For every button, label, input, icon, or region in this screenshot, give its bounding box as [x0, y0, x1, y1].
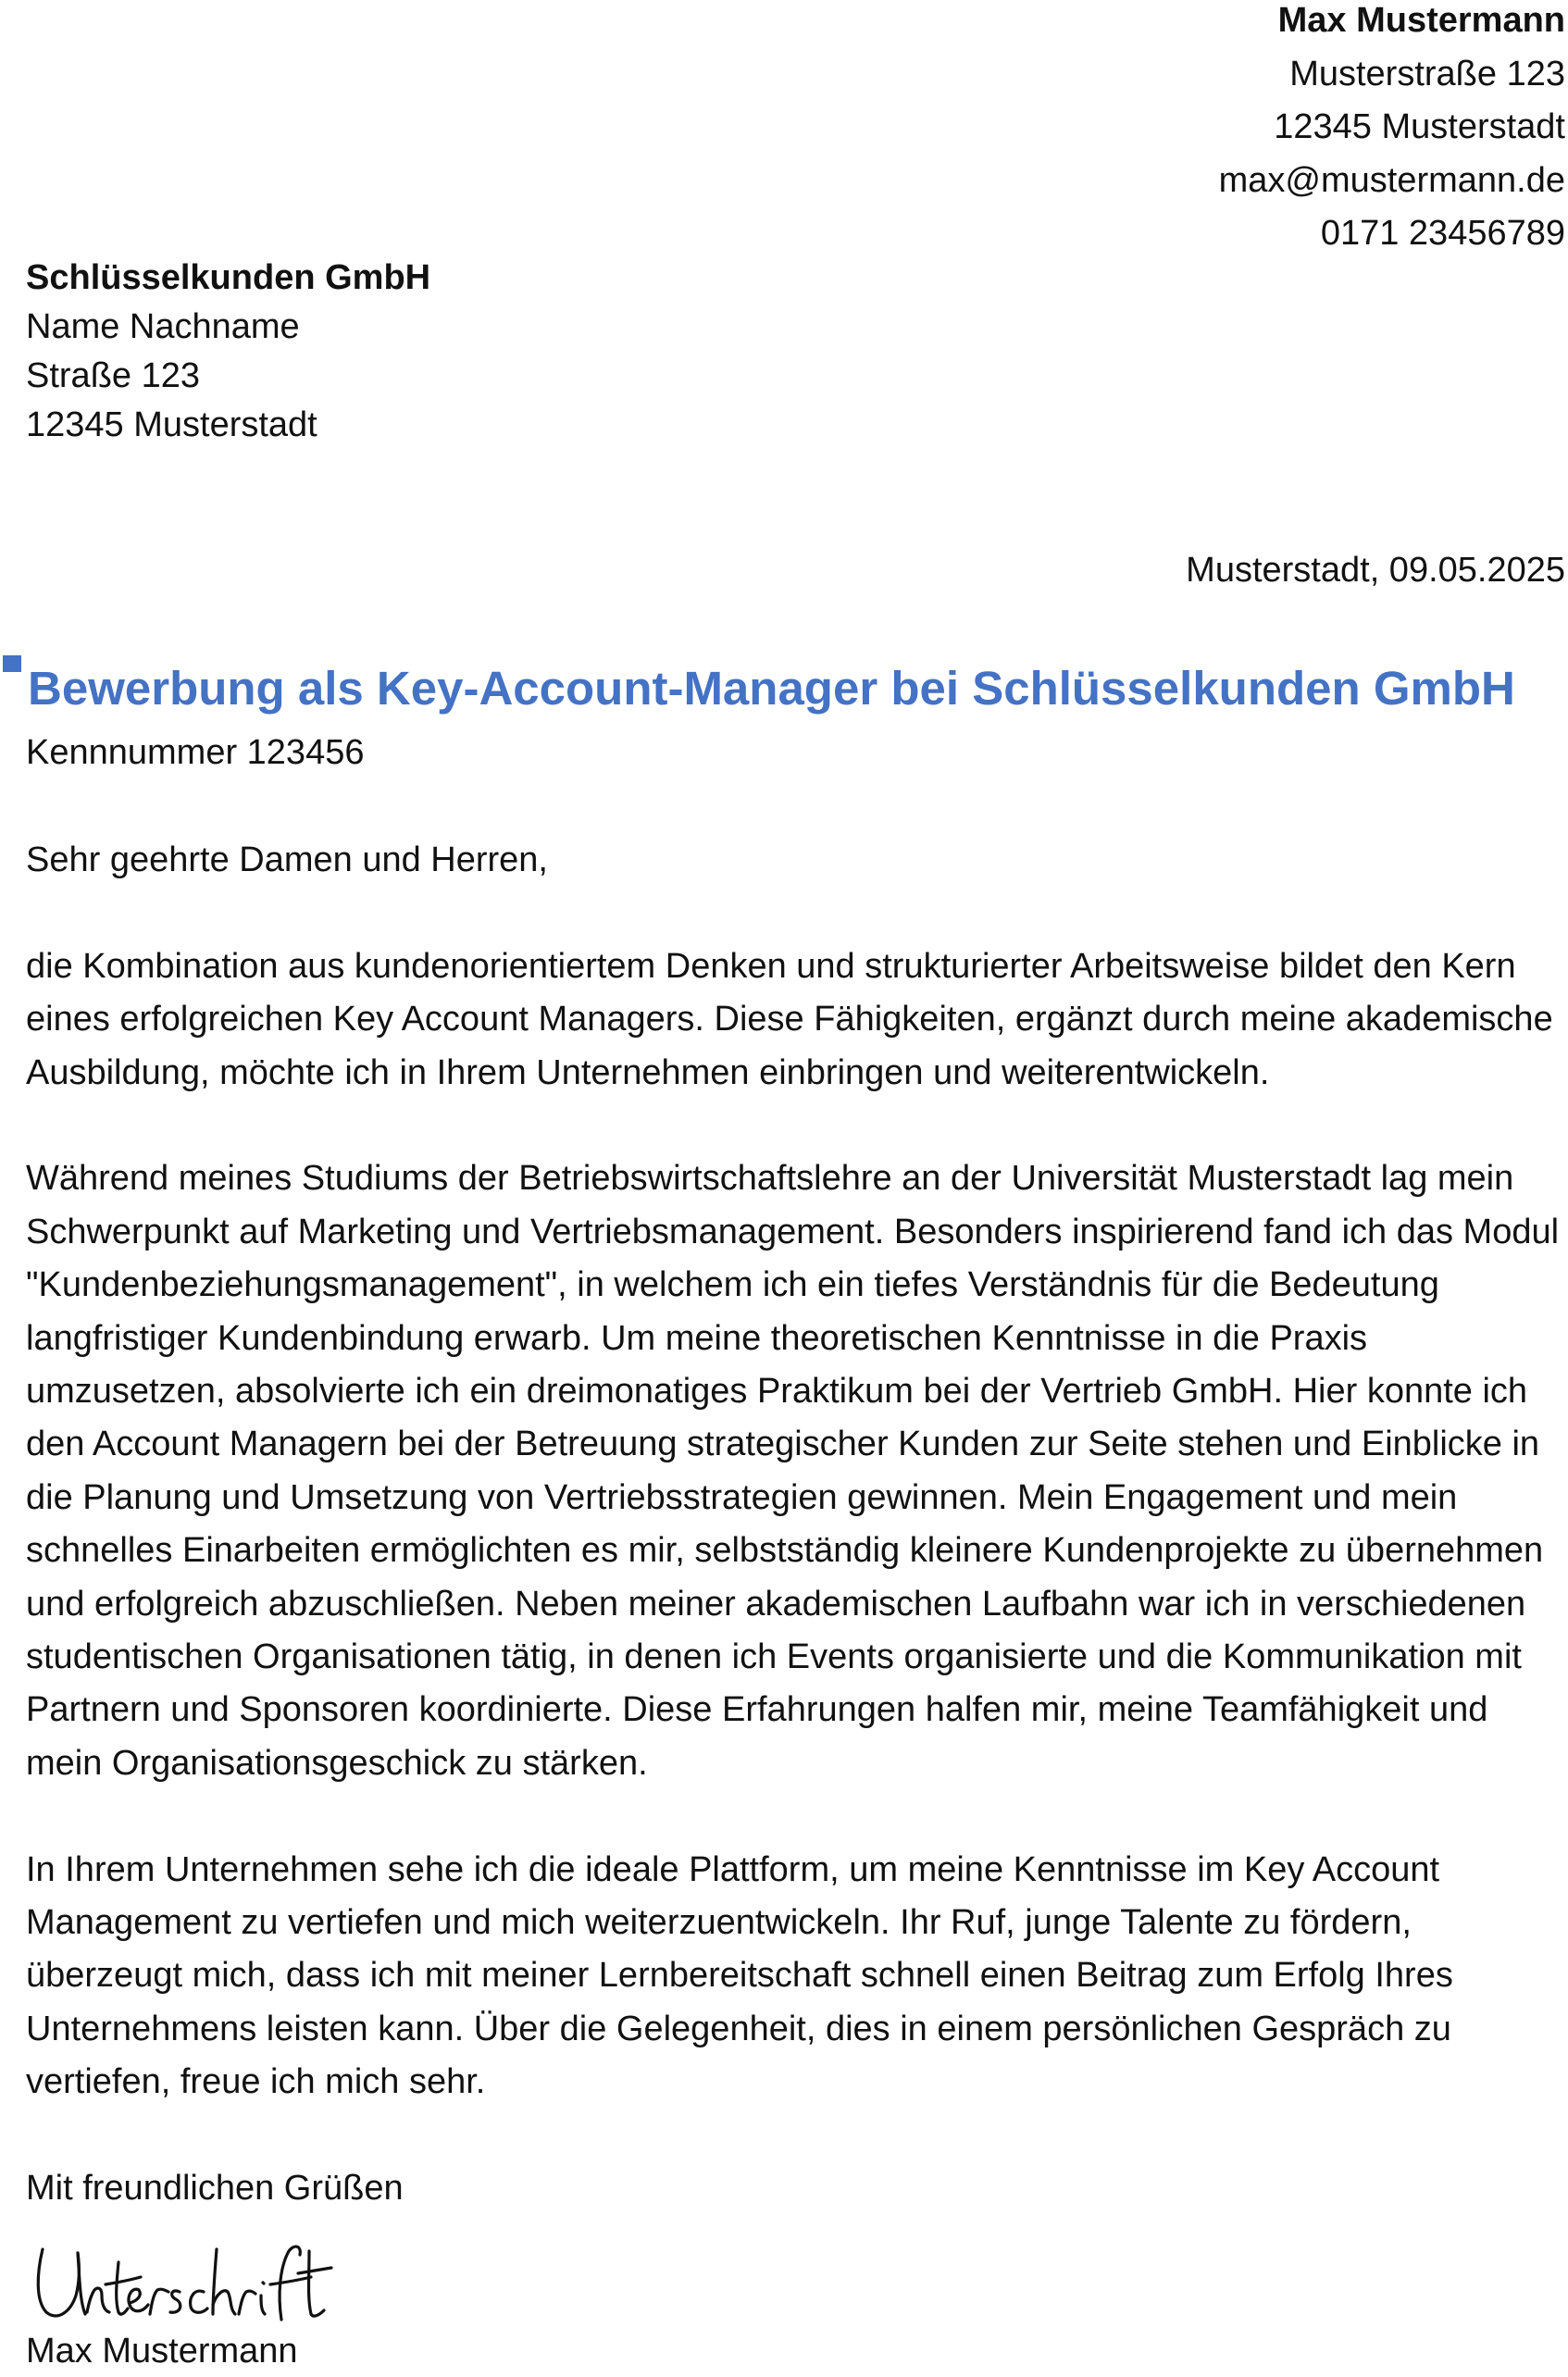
sender-name: Max Mustermann: [1277, 1, 1565, 40]
body-paragraph: die Kombination aus kundenorientiertem Denken und strukturierter Arbeitsweise bildet den Kern eines erfolgreichen Key Account Managers. Diese Fähigkeiten, ergänzt durch meine akademische Ausbildung, möchte ich in Ihrem Unternehmen einbringen und weiterentwickeln.: [26, 946, 1553, 1092]
sender-address-block: [1219, 0, 1565, 261]
recipient-company: Schlüsselkunden GmbH: [26, 258, 431, 297]
letter-body: [26, 834, 1562, 2269]
body-paragraph: Während meines Studiums der Betriebswirtschaftslehre an der Universität Musterstadt lag mein Schwerpunkt auf Marketing und Vertriebsmanagement. Besonders inspirierend fand ich das Modul "Kundenbeziehungsmanagement", in welchem ich ein tiefes Verständnis für die Bedeutung langfristiger Kundenbindung erwarb. Um meine theoretischen Kenntnisse in die Praxis umzusetzen, absolvierte ich ein dreimonatiges Praktikum bei der Vertrieb GmbH. Hier konnte ich den Account Managern bei der Betreuung strategischer Kunden zur Seite stehen und Einblicke in die Planung und Umsetzung von Vertriebsstrategien gewinnen. Mein Engagement und mein schnelles Einarbeiten ermöglichten es mir, selbstständig kleinere Kundenprojekte zu übernehmen und erfolgreich abzuschließen. Neben meiner akademischen Laufbahn war ich in verschiedenen studentischen Organisationen tätig, in denen ich Events organisierte und die Kommunikation mit Partnern und Sponsoren koordinierte. Diese Erfahrungen halfen mir, meine Teamfähigkeit und mein Organisationsgeschick zu stärken.: [26, 1159, 1560, 1783]
recipient-contact: Name Nachname: [26, 307, 300, 346]
sender-street: Musterstraße 123: [1289, 54, 1565, 93]
sender-city: 12345 Musterstadt: [1274, 107, 1565, 146]
reference-number: Kennnummer 123456: [26, 733, 365, 772]
recipient-city: 12345 Musterstadt: [26, 405, 317, 444]
subject-heading: Bewerbung als Key-Account-Manager bei Schlüsselkunden GmbH: [28, 662, 1515, 715]
salutation: Sehr geehrte Damen und Herren,: [26, 840, 548, 879]
recipient-address-block: [26, 254, 430, 450]
sender-email: max@mustermann.de: [1218, 160, 1565, 200]
closing: Mit freundlichen Grüßen: [26, 2169, 404, 2209]
heading-marker: [3, 655, 21, 672]
recipient-street: Straße 123: [26, 356, 200, 395]
body-paragraph: In Ihrem Unternehmen sehe ich die ideale Plattform, um meine Kenntnisse im Key Account Management zu vertiefen und mich weiterzuentwickeln. Ihr Ruf, junge Talente zu fördern, überzeugt mich, dass ich mit meiner Lernbereitschaft schnell einen Beitrag zum Erfolg Ihres Unternehmens leisten kann. Über die Gelegenheit, dies in einem persönlichen Gespräch zu vertiefen, freue ich mich sehr.: [26, 1849, 1453, 2102]
handwritten-signature: [31, 2231, 337, 2333]
signer-name: Max Mustermann: [26, 2332, 298, 2371]
place-date-line: Musterstadt, 09.05.2025: [1186, 551, 1565, 590]
sender-phone: 0171 23456789: [1320, 214, 1565, 253]
